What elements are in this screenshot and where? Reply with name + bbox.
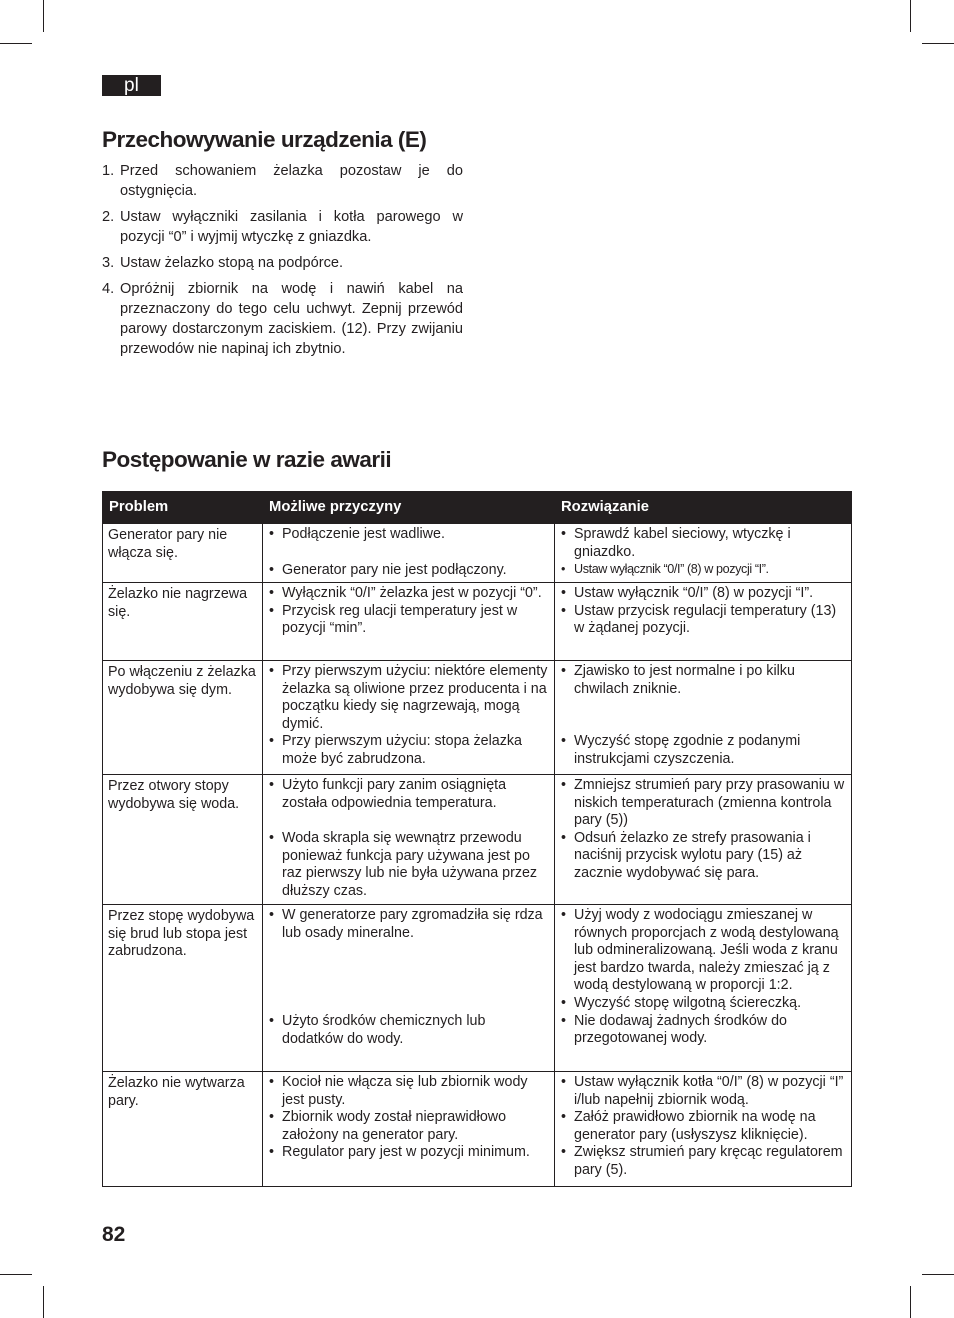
crop-mark: [922, 1274, 954, 1275]
table-row: [103, 661, 852, 775]
cause-item: • W generatorze pary zgromadziła się rdza lub osady mineralne.: [268, 907, 549, 942]
solution-item: • Ustaw wyłącznik “0/I” (8) w pozycji “I”.: [560, 585, 846, 603]
troubleshooting-table: [102, 491, 852, 1187]
cause-item: • Generator pary nie jest podłączony.: [268, 562, 549, 580]
header-problem: Problem: [103, 492, 263, 524]
causes-cell: [263, 905, 555, 1072]
step-item: [102, 161, 463, 201]
problem-cell: Generator pary nie włącza się.: [103, 524, 263, 583]
language-tab: pl: [102, 75, 161, 96]
solution-item: • Załóż prawidłowo zbiornik na wodę na generator pary (usłyszysz kliknięcie).: [560, 1109, 846, 1144]
troubleshooting-title: Postępowanie w razie awarii: [102, 447, 392, 472]
step-number: 4.: [102, 281, 115, 297]
cause-item: • Regulator pary jest w pozycji minimum.: [268, 1144, 549, 1162]
header-solutions: Rozwiązanie: [555, 492, 852, 524]
solution-item: • Wyczyść stopę wilgotną ściereczką.: [560, 995, 846, 1013]
step-number: 2.: [102, 209, 115, 225]
cause-item: • Zbiornik wody został nieprawidłowo założony na generator pary.: [268, 1109, 549, 1144]
cause-item: • Kocioł nie włącza się lub zbiornik wody jest pusty.: [268, 1074, 549, 1109]
step-text: Ustaw wyłączniki zasilania i kotła parowego w pozycji “0” i wyjmij wtyczkę z gniazdka.: [120, 209, 463, 245]
solution-item: • Nie dodawaj żadnych środków do przegotowanej wody.: [560, 1013, 846, 1048]
problem-cell: Przez stopę wydobywa się brud lub stopa jest zabrudzona.: [103, 905, 263, 1072]
step-text: Opróżnij zbiornik na wodę i nawiń kabel na przeznaczony do tego celu uchwyt. Zepnij przewód parowy dostarczonym zaciskiem. (12). Przy zwijaniu przewodów nie napinaj ich zbytnio.: [120, 281, 463, 357]
cause-item: • Przy pierwszym użyciu: niektóre elementy żelazka są oliwione przez producenta i na początku kiedy się nagrzewają, mogą dymić.: [268, 663, 549, 733]
solutions-cell: [555, 661, 852, 775]
solution-item: • Ustaw przycisk regulacji temperatury (13) w żądanej pozycji.: [560, 603, 846, 638]
cause-item: • Przycisk reg ulacji temperatury jest w pozycji “min”.: [268, 603, 549, 638]
causes-cell: [263, 524, 555, 583]
solution-item: • Użyj wody z wodociągu zmieszanej w równych proporcjach z wodą destylowaną lub odmineralizowaną. Jeśli woda z kranu jest bardzo twarda, należy zmieszać ją z wodą destylowaną w proporcji 1:2.: [560, 907, 846, 995]
problem-cell: Przez otwory stopy wydobywa się woda.: [103, 775, 263, 905]
solution-item: • Ustaw wyłącznik kotła “0/I” (8) w pozycji “I” i/lub napełnij zbiornik wodą.: [560, 1074, 846, 1109]
cause-item: • Wyłącznik “0/I” żelazka jest w pozycji “0”.: [268, 585, 549, 603]
solution-item: • Zwiększ strumień pary kręcąc regulatorem pary (5).: [560, 1144, 846, 1179]
cause-item: • Woda skrapla się wewnątrz przewodu ponieważ funkcja pary używana jest po raz pierwszy lub nie była używana przez dłuższy czas.: [268, 830, 549, 900]
table-header-row: [103, 492, 852, 524]
causes-cell: [263, 583, 555, 661]
storage-title: Przechowywanie urządzenia (E): [102, 127, 427, 152]
solution-item: • Zmniejsz strumień pary przy prasowaniu w niskich temperaturach (zmienna kontrola pary (5)): [560, 777, 846, 830]
crop-mark: [910, 1286, 911, 1318]
page-number: 82: [102, 1223, 126, 1246]
solution-item: • Zjawisko to jest normalne i po kilku chwilach zniknie.: [560, 663, 846, 698]
problem-cell: Żelazko nie wytwarza pary.: [103, 1072, 263, 1187]
solutions-cell: [555, 1072, 852, 1187]
solution-item: • Odsuń żelazko ze strefy prasowania i naciśnij przycisk wylotu pary (15) aż zacznie wydobywać się para.: [560, 830, 846, 883]
cause-item: • Podłączenie jest wadliwe.: [268, 526, 549, 544]
header-causes: Możliwe przyczyny: [263, 492, 555, 524]
solutions-cell: [555, 775, 852, 905]
solutions-cell: [555, 905, 852, 1072]
problem-cell: Po włączeniu z żelazka wydobywa się dym.: [103, 661, 263, 775]
solutions-cell: [555, 583, 852, 661]
table-row: [103, 524, 852, 583]
causes-cell: [263, 1072, 555, 1187]
cause-item: • Przy pierwszym użyciu: stopa żelazka może być zabrudzona.: [268, 733, 549, 768]
storage-steps: [102, 161, 463, 365]
table-row: [103, 905, 852, 1072]
step-number: 1.: [102, 163, 115, 179]
crop-mark: [43, 1286, 44, 1318]
solution-item: • Ustaw wyłącznik “0/I” (8) w pozycji “I”.: [560, 561, 846, 579]
solutions-cell: [555, 524, 852, 583]
cause-item: • Użyto funkcji pary zanim osiągnięta została odpowiednia temperatura.: [268, 777, 549, 812]
table-row: [103, 1072, 852, 1187]
solution-item: • Sprawdź kabel sieciowy, wtyczkę i gniazdko.: [560, 526, 846, 561]
step-number: 3.: [102, 255, 115, 271]
crop-mark: [910, 0, 911, 32]
step-item: [102, 279, 463, 359]
crop-mark: [922, 43, 954, 44]
cause-item: • Użyto środków chemicznych lub dodatków do wody.: [268, 1013, 549, 1048]
solution-item: • Wyczyść stopę zgodnie z podanymi instrukcjami czyszczenia.: [560, 733, 846, 768]
causes-cell: [263, 661, 555, 775]
causes-cell: [263, 775, 555, 905]
step-text: Ustaw żelazko stopą na podpórce.: [120, 255, 344, 271]
step-item: [102, 253, 463, 273]
step-item: [102, 207, 463, 247]
crop-mark: [0, 43, 32, 44]
table-row: [103, 775, 852, 905]
crop-mark: [43, 0, 44, 32]
problem-cell: Żelazko nie nagrzewa się.: [103, 583, 263, 661]
step-text: Przed schowaniem żelazka pozostaw je do ostygnięcia.: [120, 163, 463, 199]
table-row: [103, 583, 852, 661]
crop-mark: [0, 1274, 32, 1275]
